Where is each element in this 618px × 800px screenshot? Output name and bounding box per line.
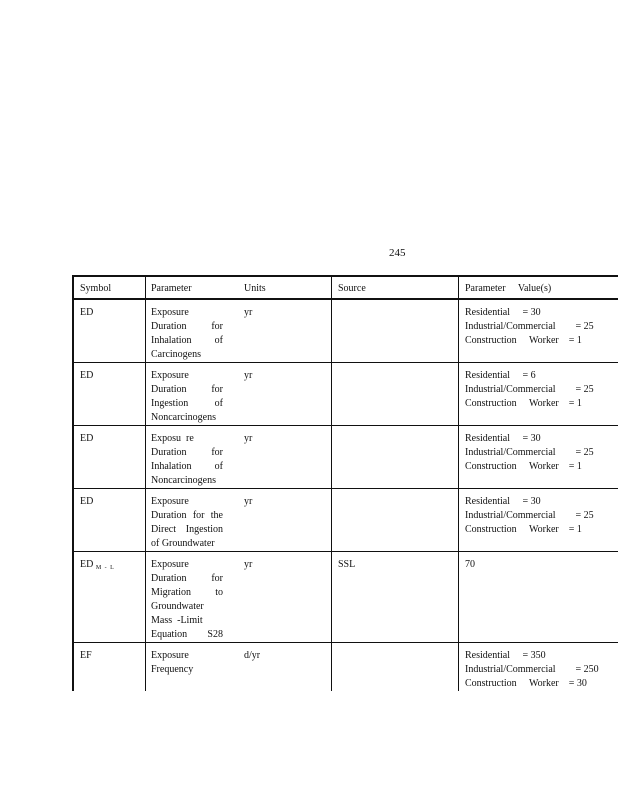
value-line: 70 xyxy=(465,559,475,570)
parameter-cell xyxy=(145,363,238,425)
parameter-line: Ingestion of xyxy=(151,398,223,409)
parameter-line: Inhalation of xyxy=(151,461,223,472)
header-units: Units xyxy=(244,283,266,294)
symbol-text: ED xyxy=(80,559,94,570)
parameter-cell xyxy=(145,552,238,642)
header-value xyxy=(458,275,618,298)
symbol-text: ED xyxy=(80,496,94,507)
parameter-line: Carcinogens xyxy=(151,349,201,360)
value-line: Construction Worker = 1 xyxy=(465,524,582,535)
symbol-cell xyxy=(72,300,145,362)
units-cell: yr xyxy=(244,370,253,381)
column-divider xyxy=(145,300,146,362)
units-cell: yr xyxy=(244,433,253,444)
table-row xyxy=(72,426,618,489)
value-line: Industrial/Commercial = 250 xyxy=(465,664,599,675)
value-cell xyxy=(458,300,618,362)
value-cell xyxy=(458,363,618,425)
units-cell: yr xyxy=(244,307,253,318)
parameter-line: Exposure xyxy=(151,307,189,318)
symbol-text: ED xyxy=(80,433,94,444)
header-symbol: Symbol xyxy=(72,275,145,298)
units-cell: yr xyxy=(244,496,253,507)
source-cell xyxy=(331,643,458,691)
value-line: Construction Worker = 30 xyxy=(465,678,587,689)
header-parameter: Parameter xyxy=(151,283,192,294)
source-cell: SSL xyxy=(331,552,458,642)
table-row xyxy=(72,489,618,552)
value-line: Residential = 350 xyxy=(465,650,546,661)
value-line: Construction Worker = 1 xyxy=(465,461,582,472)
symbol-text: ED xyxy=(80,307,94,318)
value-cell xyxy=(458,643,618,691)
parameter-line: Migration to xyxy=(151,587,223,598)
column-divider xyxy=(145,552,146,642)
symbol-cell xyxy=(72,643,145,691)
symbol-cell xyxy=(72,552,145,642)
parameter-line: Exposure xyxy=(151,650,189,661)
parameter-line: Noncarcinogens xyxy=(151,412,216,423)
header-value-text: Parameter Value(s) xyxy=(465,283,552,294)
value-line: Construction Worker = 1 xyxy=(465,398,582,409)
symbol-text: ED xyxy=(80,370,94,381)
symbol-text: EF xyxy=(80,650,92,661)
value-cell xyxy=(458,489,618,551)
page-number: 245 xyxy=(389,247,406,259)
source-cell xyxy=(331,363,458,425)
value-line: Industrial/Commercial = 25 xyxy=(465,447,594,458)
parameter-line: Direct Ingestion xyxy=(151,524,223,535)
parameter-line: Exposure xyxy=(151,559,189,570)
parameter-cell xyxy=(145,489,238,551)
units-cell: d/yr xyxy=(244,650,261,661)
parameter-line: Noncarcinogens xyxy=(151,475,216,486)
parameter-line: Duration for xyxy=(151,384,223,395)
parameter-line: Groundwater xyxy=(151,601,204,612)
value-cell xyxy=(458,552,618,642)
parameter-line: Mass -Limit xyxy=(151,615,203,626)
value-line: Industrial/Commercial = 25 xyxy=(465,321,594,332)
table-row xyxy=(72,552,618,643)
symbol-cell xyxy=(72,426,145,488)
column-divider xyxy=(145,363,146,425)
value-line: Industrial/Commercial = 25 xyxy=(465,384,594,395)
value-line: Construction Worker = 1 xyxy=(465,335,582,346)
parameter-line: Duration for xyxy=(151,321,223,332)
parameter-line: Duration for the xyxy=(151,510,223,521)
header-source: Source xyxy=(331,275,458,298)
table-row xyxy=(72,300,618,363)
symbol-cell xyxy=(72,363,145,425)
units-cell: yr xyxy=(244,559,253,570)
parameter-line: Exposu re xyxy=(151,433,194,444)
symbol-subscript: M - L xyxy=(95,565,115,571)
column-divider xyxy=(145,643,146,691)
source-cell xyxy=(331,426,458,488)
parameter-table xyxy=(72,275,618,691)
parameter-cell xyxy=(145,643,238,691)
parameter-line: Exposure xyxy=(151,370,189,381)
parameter-line: Equation S28 xyxy=(151,629,223,640)
value-line: Residential = 30 xyxy=(465,433,541,444)
table-row xyxy=(72,363,618,426)
value-line: Residential = 30 xyxy=(465,307,541,318)
value-cell xyxy=(458,426,618,488)
column-divider xyxy=(145,426,146,488)
parameter-line: Inhalation of xyxy=(151,335,223,346)
parameter-cell xyxy=(145,300,238,362)
value-line: Industrial/Commercial = 25 xyxy=(465,510,594,521)
column-divider xyxy=(145,489,146,551)
parameter-line: Duration for xyxy=(151,573,223,584)
table-row xyxy=(72,643,618,691)
value-line: Residential = 6 xyxy=(465,370,536,381)
parameter-line: Duration for xyxy=(151,447,223,458)
parameter-cell xyxy=(145,426,238,488)
source-cell xyxy=(331,300,458,362)
value-line: Residential = 30 xyxy=(465,496,541,507)
parameter-line: Exposure xyxy=(151,496,189,507)
column-divider xyxy=(145,275,146,298)
parameter-line: of Groundwater xyxy=(151,538,215,549)
symbol-cell xyxy=(72,489,145,551)
table-header-row xyxy=(72,275,618,300)
parameter-line: Frequency xyxy=(151,664,194,675)
source-cell xyxy=(331,489,458,551)
